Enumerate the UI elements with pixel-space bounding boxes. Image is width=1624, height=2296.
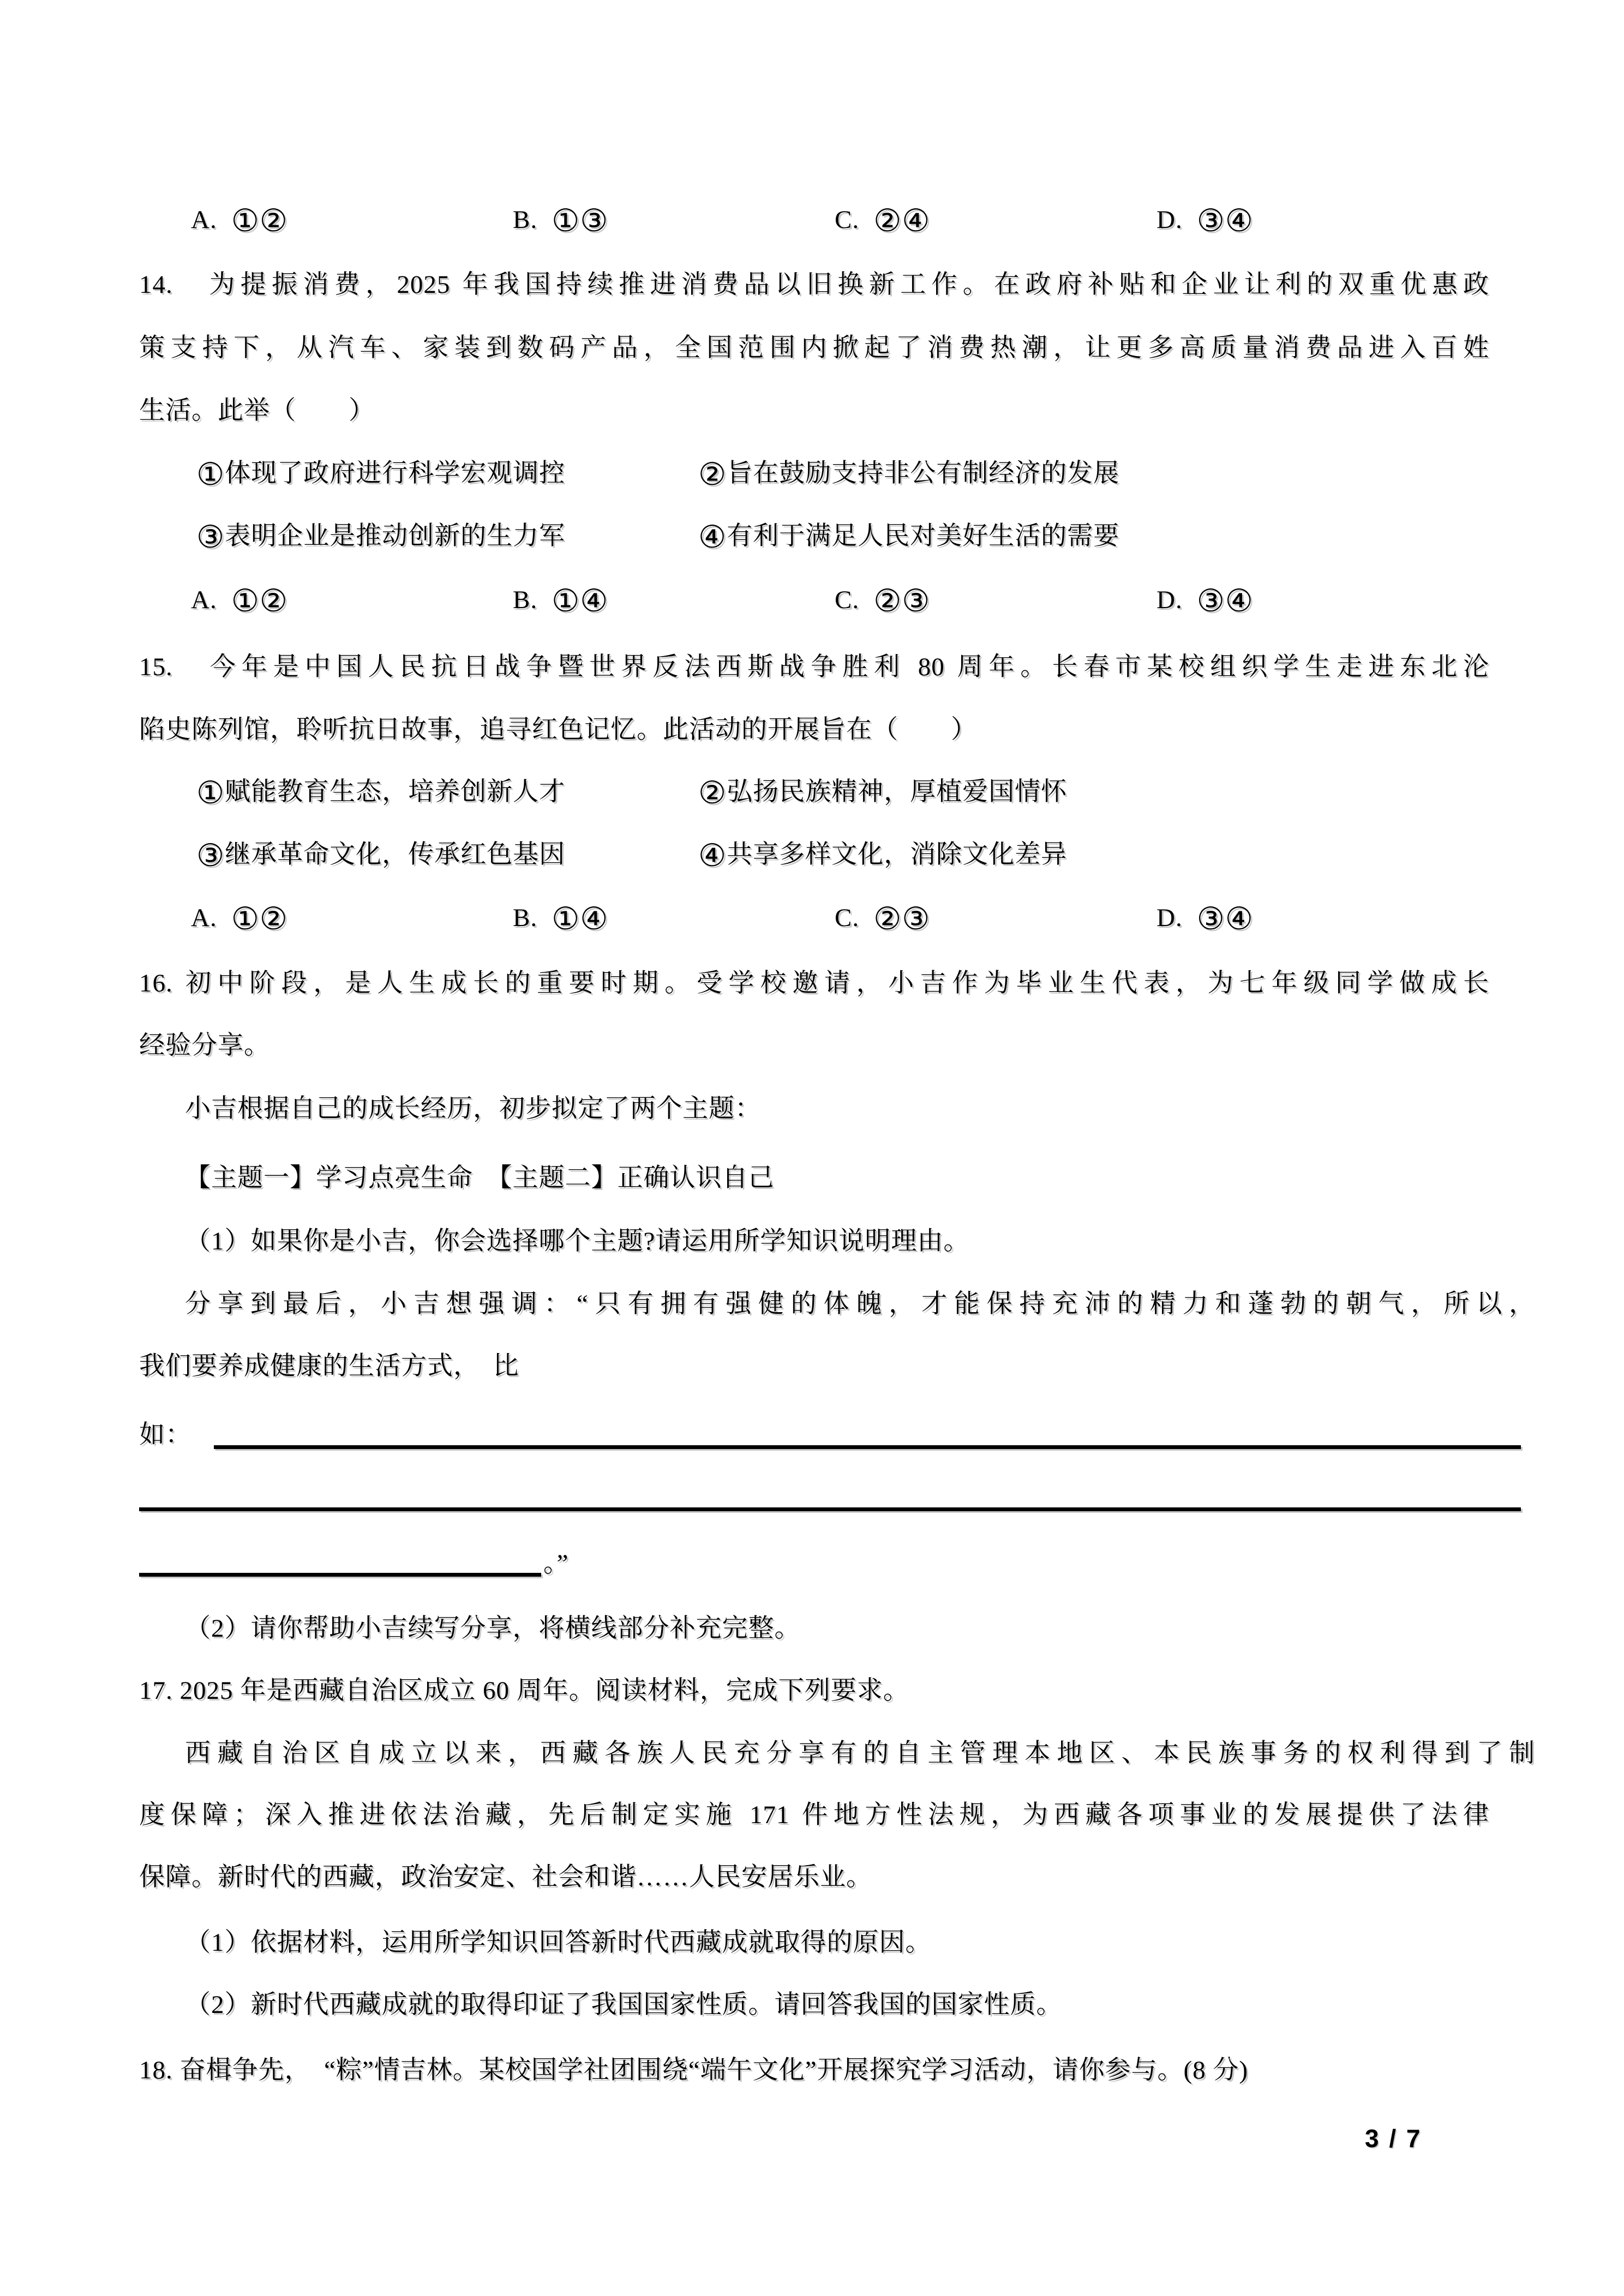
q14-answer-option-d <box>1156 583 1254 617</box>
q13-answer-row <box>139 203 1489 237</box>
option-circled-numbers: ①④ <box>552 584 609 618</box>
option-text: 继承革命文化，传承红色基因 <box>225 840 566 869</box>
option-circled-numbers: ①② <box>231 902 288 936</box>
q14-answer-row <box>139 583 1489 617</box>
option-label: A. <box>191 206 217 234</box>
q16-blank-suffix: 。” <box>543 1549 569 1578</box>
q17-subquestion-2: （2）新时代西藏成就的取得印证了我国国家性质。请回答我国的国家性质。 <box>185 1991 1063 2019</box>
q14-option-1 <box>196 456 565 490</box>
q16-subquestion-2: （2）请你帮助小吉续写分享，将横线部分补充完整。 <box>185 1614 801 1643</box>
option-label: C. <box>835 904 860 932</box>
q13-answer-option-d <box>1156 203 1254 237</box>
circled-number: ④ <box>698 520 727 555</box>
q16-paragraph-quote-line-1: 分享到最后，小吉想强调：“只有拥有强健的体魄，才能保持充沛的精力和蓬勃的朝气，所以， <box>185 1290 1535 1318</box>
q15-answer-option-d <box>1156 901 1254 935</box>
option-text: 有利于满足人民对美好生活的需要 <box>727 522 1120 550</box>
q15-answer-option-c <box>835 901 930 935</box>
option-circled-numbers: ③④ <box>1196 902 1254 936</box>
q16-paragraph-themes: 【主题一】学习点亮生命 【主题二】正确认识自己 <box>185 1164 775 1192</box>
q14-answer-option-c <box>835 583 930 617</box>
option-label: A. <box>191 904 217 932</box>
q16-paragraph-quote-line-2: 我们要养成健康的生活方式， 比 <box>139 1352 519 1380</box>
option-label: D. <box>1156 586 1183 614</box>
q14-option-3 <box>196 519 565 553</box>
q17-material-line-3: 保障。新时代的西藏，政治安定、社会和谐……人民安居乐业。 <box>139 1863 872 1891</box>
option-circled-numbers: ②③ <box>873 584 931 618</box>
option-circled-numbers: ②③ <box>873 902 931 936</box>
q16-blank-prefix: 如： <box>139 1421 191 1449</box>
circled-number: ① <box>196 458 225 492</box>
option-label: C. <box>835 586 860 614</box>
option-circled-numbers: ①④ <box>552 902 609 936</box>
option-circled-numbers: ③④ <box>1196 584 1254 618</box>
option-label: B. <box>513 206 538 234</box>
q14-stem-line-1: 14. 为提振消费，2025 年我国持续推进消费品以旧换新工作。在政府补贴和企业让利的双重优惠政 <box>139 271 1489 299</box>
option-label: B. <box>513 586 538 614</box>
q15-answer-option-a <box>191 901 288 935</box>
q15-stem-line-2: 陷史陈列馆，聆听抗日故事，追寻红色记忆。此活动的开展旨在（ ） <box>139 716 977 744</box>
option-text: 弘扬民族精神，厚植爱国情怀 <box>727 778 1068 806</box>
q13-answer-option-c <box>835 203 930 237</box>
option-label: A. <box>191 586 217 614</box>
q14-option-4 <box>698 519 1119 553</box>
option-text: 体现了政府进行科学宏观调控 <box>225 459 566 488</box>
option-circled-numbers: ③④ <box>1196 204 1254 238</box>
q18-intro: 18. 奋楫争先， “粽”情吉林。某校国学社团围绕“端午文化”开展探究学习活动，请你参与。(8 分) <box>139 2056 1248 2084</box>
q17-material-line-1: 西藏自治区自成立以来，西藏各族人民充分享有的自主管理本地区、本民族事务的权利得到了制 <box>185 1739 1535 1768</box>
q13-answer-option-b <box>513 203 608 237</box>
option-circled-numbers: ②④ <box>873 204 931 238</box>
q14-options-row-1 <box>139 456 1489 490</box>
q15-options-row-2 <box>139 838 1489 871</box>
q14-answer-option-a <box>191 583 288 617</box>
q14-stem-line-3: 生活。此举（ ） <box>139 396 375 425</box>
circled-number: ② <box>698 458 727 492</box>
q15-option-4 <box>698 838 1067 871</box>
q15-options-row-1 <box>139 775 1489 809</box>
circled-number: ③ <box>196 520 225 555</box>
option-text: 赋能教育生态，培养创新人才 <box>225 778 566 806</box>
circled-number: ④ <box>698 839 727 873</box>
q15-option-2 <box>698 775 1067 809</box>
q16-paragraph-themes-intro: 小吉根据自己的成长经历，初步拟定了两个主题： <box>185 1095 761 1123</box>
circled-number: ② <box>698 776 727 810</box>
q14-options-row-2 <box>139 519 1489 553</box>
option-circled-numbers: ①② <box>231 204 288 238</box>
option-label: C. <box>835 206 860 234</box>
circled-number: ③ <box>196 839 225 873</box>
q17-intro: 17. 2025 年是西藏自治区成立 60 周年。阅读材料，完成下列要求。 <box>139 1676 909 1705</box>
option-label: D. <box>1156 206 1183 234</box>
answer-blank-underline-3 <box>139 1573 541 1577</box>
q14-answer-option-b <box>513 583 608 617</box>
answer-blank-underline-2 <box>139 1507 1521 1511</box>
q16-subquestion-1: （1）如果你是小吉，你会选择哪个主题?请运用所学知识说明理由。 <box>185 1227 970 1255</box>
q15-stem-line-1: 15. 今年是中国人民抗日战争暨世界反法西斯战争胜利 80 周年。长春市某校组织学生走进东北沦 <box>139 653 1489 681</box>
q15-answer-row <box>139 901 1489 935</box>
option-label: D. <box>1156 904 1183 932</box>
q15-option-3 <box>196 838 565 871</box>
q15-answer-option-b <box>513 901 608 935</box>
page-number: 3 / 7 <box>1365 2124 1422 2153</box>
q13-answer-option-a <box>191 203 288 237</box>
option-circled-numbers: ①② <box>231 584 288 618</box>
q17-material-line-2: 度保障；深入推进依法治藏，先后制定实施 171 件地方性法规，为西藏各项事业的发展提供了法律 <box>139 1801 1489 1829</box>
q14-stem-line-2: 策支持下，从汽车、家装到数码产品，全国范围内掀起了消费热潮，让更多高质量消费品进入百姓 <box>139 334 1489 362</box>
answer-blank-underline-1 <box>214 1445 1521 1449</box>
q16-stem-line-1: 16. 初中阶段，是人生成长的重要时期。受学校邀请，小吉作为毕业生代表，为七年级同学做成长 <box>139 969 1489 997</box>
q15-option-1 <box>196 775 565 809</box>
q17-subquestion-1: （1）依据材料，运用所学知识回答新时代西藏成就取得的原因。 <box>185 1928 932 1957</box>
option-text: 共享多样文化，消除文化差异 <box>727 840 1068 869</box>
option-text: 表明企业是推动创新的生力军 <box>225 522 566 550</box>
circled-number: ① <box>196 776 225 810</box>
q16-stem-line-2: 经验分享。 <box>139 1031 270 1060</box>
option-circled-numbers: ①③ <box>552 204 609 238</box>
option-label: B. <box>513 904 538 932</box>
option-text: 旨在鼓励支持非公有制经济的发展 <box>727 459 1120 488</box>
q14-option-2 <box>698 456 1119 490</box>
